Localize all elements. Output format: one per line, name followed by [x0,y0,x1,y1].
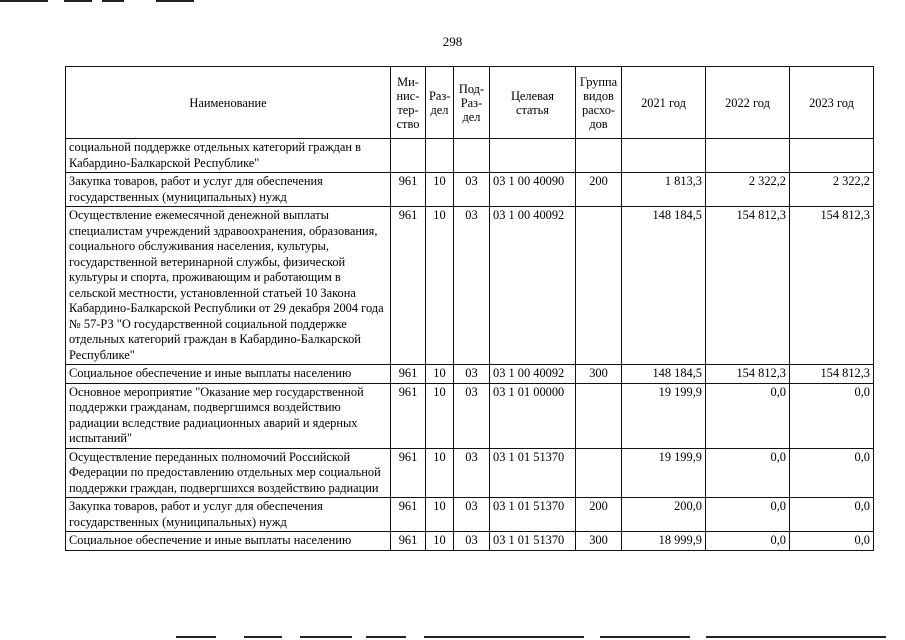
row-amount-2023: 0,0 [790,383,874,448]
row-name: Осуществление переданных полномочий Российской Федерации по предоставлению отдельных мер социальной поддержки граждан, подвергшихся воздействию радиации [66,448,391,498]
row-amount-2023: 0,0 [790,448,874,498]
row-expense-group [576,383,622,448]
row-amount-2021: 1 813,3 [622,173,706,207]
header-expense-group: Группа видов расхо- дов [576,67,622,139]
table-row [66,498,874,532]
table-row [66,139,874,173]
scan-artifact-line [366,636,406,638]
row-target-article: 03 1 00 40092 [490,207,576,365]
row-name: Социальное обеспечение и иные выплаты населению [66,365,391,384]
table-row [66,365,874,384]
row-amount-2021: 148 184,5 [622,365,706,384]
row-section: 10 [426,448,454,498]
scan-artifact-line [156,0,194,2]
row-subsection [454,139,490,173]
row-name: Осуществление ежемесячной денежной выплаты специалистам учреждений здравоохранения, образования, социального обслуживания населения, культуры, государственной ветеринарной службы, физической культуры и спорта, проживающим и работающим в сельской местности, установленной статьей 10 Закона Кабардино-Балкарской Республики от 29 декабря 2004 года № 57-РЗ "О государственной социальной поддержке отдельных категорий граждан в Кабардино-Балкарской Республике" [66,207,391,365]
row-ministry [391,139,426,173]
row-target-article: 03 1 00 40092 [490,365,576,384]
row-name: социальной поддержке отдельных категорий граждан в Кабардино-Балкарской Республике" [66,139,391,173]
row-amount-2022: 0,0 [706,448,790,498]
row-expense-group [576,207,622,365]
table-row [66,207,874,365]
page-number: 298 [442,34,463,49]
header-year-2023: 2023 год [790,67,874,139]
row-name: Социальное обеспечение и иные выплаты населению [66,532,391,551]
row-target-article: 03 1 01 51370 [490,448,576,498]
scan-artifact-line [0,0,48,2]
row-amount-2021: 148 184,5 [622,207,706,365]
budget-table [65,66,874,551]
row-amount-2022: 0,0 [706,383,790,448]
row-amount-2023: 154 812,3 [790,365,874,384]
row-name: Закупка товаров, работ и услуг для обеспечения государственных (муниципальных) нужд [66,173,391,207]
row-ministry: 961 [391,532,426,551]
row-ministry: 961 [391,498,426,532]
scan-artifact-line [244,636,282,638]
row-target-article [490,139,576,173]
header-ministry: Ми- нис- тер- ство [391,67,426,139]
row-section: 10 [426,383,454,448]
scan-artifact-line [176,636,216,638]
row-amount-2021: 19 199,9 [622,448,706,498]
row-subsection: 03 [454,383,490,448]
row-amount-2022: 154 812,3 [706,207,790,365]
row-subsection: 03 [454,173,490,207]
row-target-article: 03 1 01 51370 [490,532,576,551]
row-amount-2022: 0,0 [706,498,790,532]
row-amount-2023 [790,139,874,173]
table-body [66,139,874,551]
row-amount-2021 [622,139,706,173]
row-amount-2022: 0,0 [706,532,790,551]
header-name: Наименование [66,67,391,139]
row-amount-2023: 2 322,2 [790,173,874,207]
row-subsection: 03 [454,365,490,384]
row-expense-group: 300 [576,365,622,384]
scan-artifact-line [300,636,352,638]
row-amount-2021: 19 199,9 [622,383,706,448]
table-row [66,383,874,448]
row-amount-2022 [706,139,790,173]
scan-artifact-line [600,636,690,638]
row-amount-2022: 2 322,2 [706,173,790,207]
row-subsection: 03 [454,532,490,551]
row-subsection: 03 [454,498,490,532]
row-section: 10 [426,173,454,207]
scan-artifact-line [102,0,124,2]
scan-artifact-line [64,0,92,2]
row-target-article: 03 1 00 40090 [490,173,576,207]
row-ministry: 961 [391,365,426,384]
row-section: 10 [426,532,454,551]
table-row [66,532,874,551]
row-amount-2023: 154 812,3 [790,207,874,365]
header-year-2022: 2022 год [706,67,790,139]
row-ministry: 961 [391,173,426,207]
header-target-article: Целевая статья [490,67,576,139]
row-subsection: 03 [454,448,490,498]
row-amount-2023: 0,0 [790,498,874,532]
row-amount-2021: 200,0 [622,498,706,532]
header-section: Раз- дел [426,67,454,139]
table-header [66,67,874,139]
row-section [426,139,454,173]
header-subsection: Под- Раз- дел [454,67,490,139]
row-expense-group [576,139,622,173]
row-expense-group: 200 [576,498,622,532]
row-target-article: 03 1 01 00000 [490,383,576,448]
row-section: 10 [426,498,454,532]
row-expense-group [576,448,622,498]
row-expense-group: 300 [576,532,622,551]
row-ministry: 961 [391,383,426,448]
row-expense-group: 200 [576,173,622,207]
row-name: Закупка товаров, работ и услуг для обеспечения государственных (муниципальных) нужд [66,498,391,532]
row-section: 10 [426,207,454,365]
header-year-2021: 2021 год [622,67,706,139]
row-amount-2022: 154 812,3 [706,365,790,384]
row-section: 10 [426,365,454,384]
row-amount-2023: 0,0 [790,532,874,551]
row-amount-2021: 18 999,9 [622,532,706,551]
row-target-article: 03 1 01 51370 [490,498,576,532]
table-row [66,448,874,498]
row-ministry: 961 [391,207,426,365]
row-ministry: 961 [391,448,426,498]
row-name: Основное мероприятие "Оказание мер государственной поддержки гражданам, подвергшимся воздействию радиации вследствие радиационных аварий и ядерных испытаний" [66,383,391,448]
scan-artifact-line [424,636,584,638]
table-row [66,173,874,207]
scan-artifact-line [706,636,886,638]
row-subsection: 03 [454,207,490,365]
